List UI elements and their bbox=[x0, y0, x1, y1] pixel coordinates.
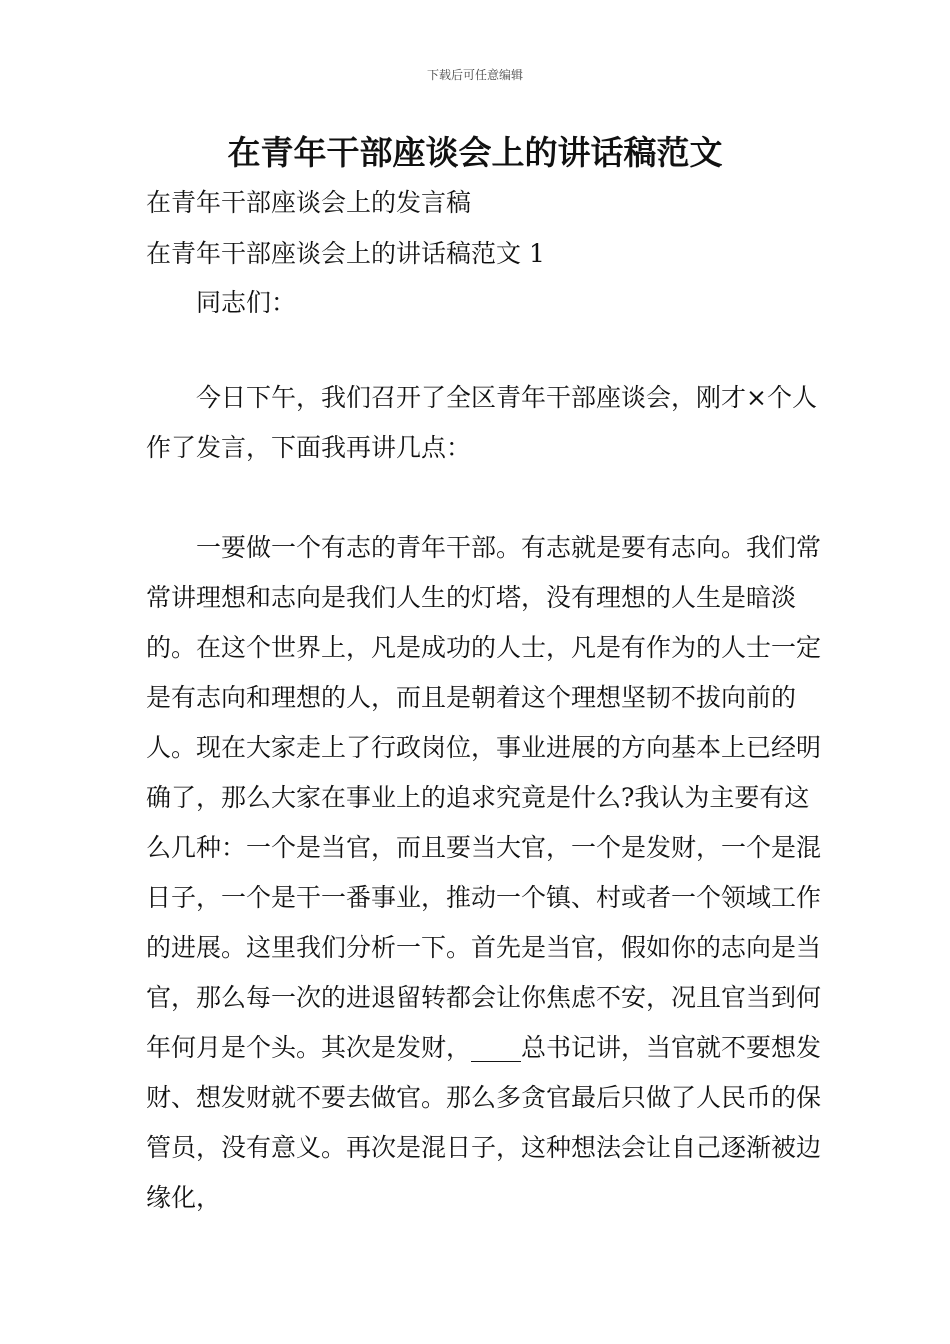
greeting: 同志们： bbox=[196, 288, 297, 317]
paragraph-intro: 今日下午，我们召开了全区青年干部座谈会，刚才×个人作了发言，下面我再讲几点： bbox=[146, 383, 817, 462]
subtitle-speech-draft: 在青年干部座谈会上的发言稿 bbox=[146, 188, 472, 217]
paragraph-ambition: 一要做一个有志的青年干部。有志就是要有志向。我们常常讲理想和志向是我们人生的灯塔，没有理想的人生是暗淡的。在这个世界上，凡是成功的人士，凡是有作为的人士一定是有志向和理想的人，而且是朝着这个理想坚韧不拔向前的人。现在大家走上了行政岗位，事业进展的方向基本上已经明确了，那么大家在事业上的追求究竟是什么?我认为主要有这么几种：一个是当官，而且要当大官，一个是发财，一个是混日子，一个是干一番事业，推动一个镇、村或者一个领域工作的进展。这里我们分析一下。首先是当官，假如你的志向是当官，那么每一次的进退留转都会让你焦虑不安，况且官当到何年何月是个头。其次是发财，____总书记讲，当官就不要想发财、想发财就不要去做官。那么多贪官最后只做了人民币的保管员，没有意义。再次是混日子，这种想法会让自己逐渐被边缘化， bbox=[146, 533, 822, 1212]
page-header-note: 下载后可任意编辑 bbox=[426, 68, 523, 82]
document-title: 在青年干部座谈会上的讲话稿范文 bbox=[227, 133, 723, 172]
subtitle-sample-1: 在青年干部座谈会上的讲话稿范文 1 bbox=[146, 239, 545, 268]
